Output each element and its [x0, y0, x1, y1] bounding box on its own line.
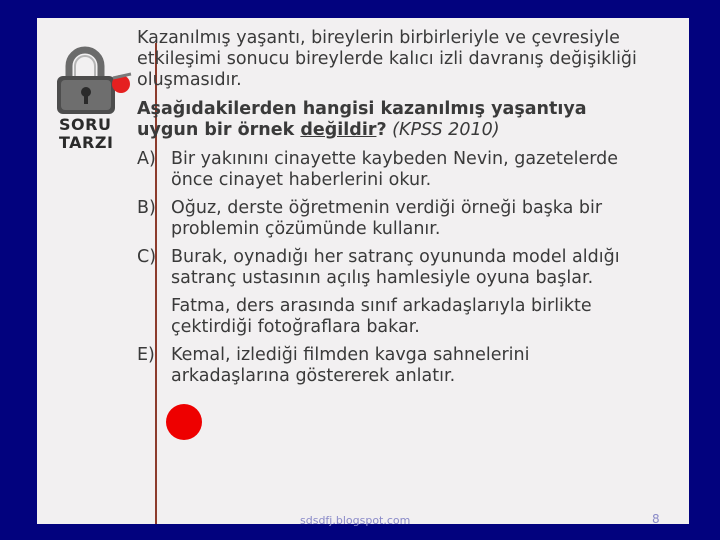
- option-c[interactable]: [137, 247, 637, 289]
- question-prompt: [137, 99, 637, 141]
- option-letter: [137, 296, 171, 338]
- option-text: Oğuz, derste öğretmenin verdiği örneği başka bir problemin çözümünde kullanır.: [171, 198, 603, 239]
- footer-url: sdsdfj.blogspot.com: [300, 514, 411, 527]
- option-e[interactable]: [137, 345, 637, 387]
- option-text: Bir yakınını cinayette kaybeden Nevin, gazetelerde önce cinayet haberlerini okur.: [171, 149, 619, 190]
- prompt-end: ?: [376, 120, 387, 140]
- exam-reference: (KPSS 2010): [386, 120, 500, 140]
- option-text: Fatma, ders arasında sınıf arkadaşlarıyla birlikte çektirdiği fotoğraflara bakar.: [171, 296, 592, 337]
- prompt-emphasis: değildir: [300, 120, 377, 140]
- slide-number: 8: [652, 512, 660, 526]
- option-letter: C): [137, 247, 157, 267]
- tag-line-2: TARZI: [59, 133, 114, 152]
- option-letter: B): [137, 198, 156, 218]
- option-a[interactable]: [137, 149, 637, 191]
- question-stem: Kazanılmış yaşantı, bireylerin birbirleriyle ve çevresiyle etkileşimi sonucu bireylerde kalıcı izli davranış değişikliği oluşmasıdır.: [137, 28, 637, 90]
- option-b[interactable]: [137, 198, 637, 240]
- answer-marker-dot: [166, 404, 202, 440]
- tag-line-1: SORU: [59, 115, 112, 134]
- question-type-tag: [59, 116, 139, 152]
- option-letter: E): [137, 345, 155, 365]
- option-letter: A): [137, 149, 156, 169]
- prompt-start: Aşağıdakilerden hangisi kazanılmış yaşantıya uygun bir örnek: [137, 99, 587, 140]
- question-body: [137, 28, 637, 394]
- padlock-icon: [51, 44, 143, 122]
- option-d[interactable]: [137, 296, 637, 338]
- option-text: Burak, oynadığı her satranç oyununda model aldığı satranç ustasının açılış hamlesiyle oyuna başlar.: [171, 247, 620, 288]
- option-text: Kemal, izlediği filmden kavga sahnelerini arkadaşlarına göstererek anlatır.: [171, 345, 530, 386]
